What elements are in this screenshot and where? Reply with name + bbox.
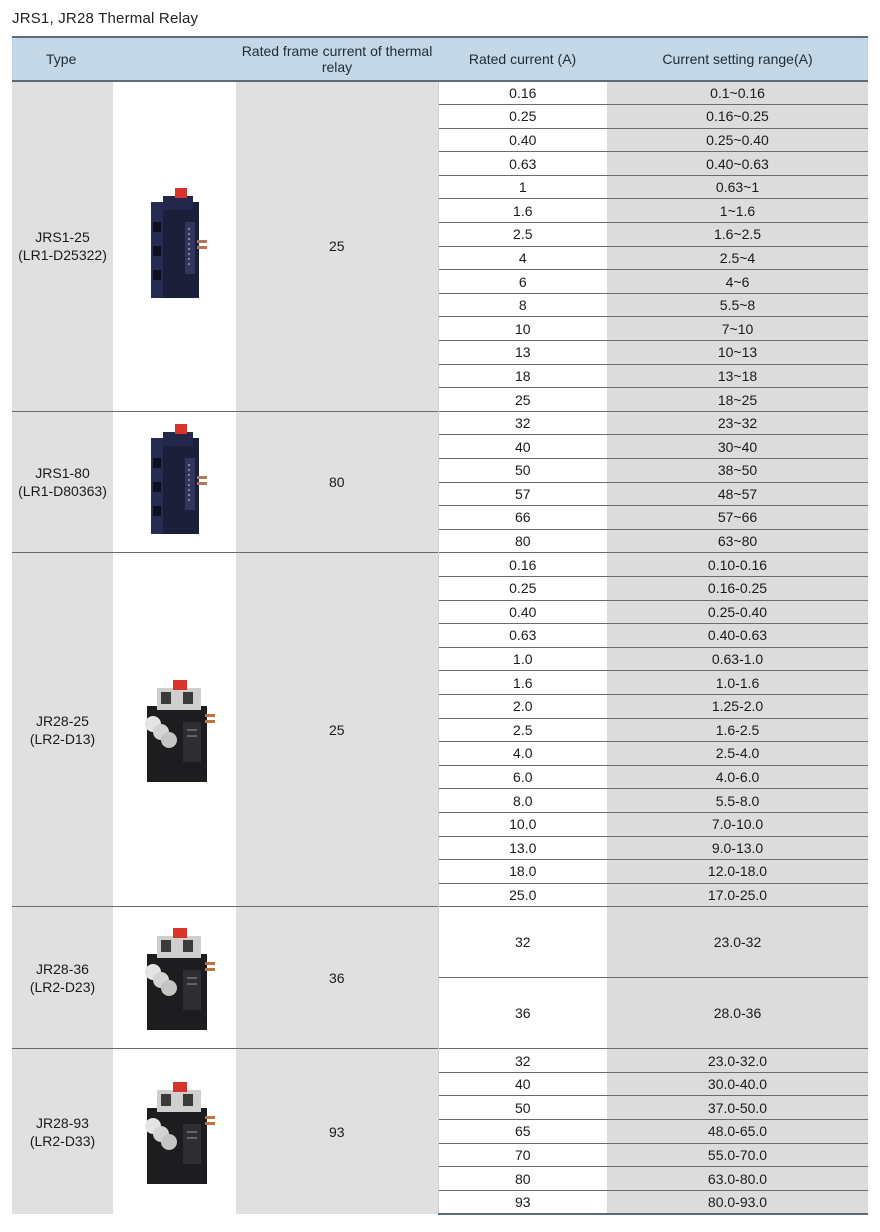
setting-range-cell: 30.0-40.0 — [607, 1072, 868, 1096]
header-setting-range: Current setting range(A) — [607, 37, 868, 81]
setting-range-cell: 7.0-10.0 — [607, 812, 868, 836]
setting-range-cell: 5.5~8 — [607, 293, 868, 317]
setting-range-cell: 12.0-18.0 — [607, 860, 868, 884]
header-rated-current: Rated current (A) — [438, 37, 607, 81]
setting-range-cell: 63~80 — [607, 529, 868, 553]
setting-range-cell: 10~13 — [607, 341, 868, 365]
rated-current-cell: 80 — [438, 1167, 607, 1191]
rated-current-cell: 1.6 — [438, 671, 607, 695]
setting-range-cell: 28.0-36 — [607, 978, 868, 1049]
setting-range-cell: 1.25-2.0 — [607, 694, 868, 718]
rated-current-cell: 10 — [438, 317, 607, 341]
setting-range-cell: 23.0-32 — [607, 907, 868, 978]
relay-model-name: JR28-93 — [36, 1114, 89, 1131]
header-frame-current: Rated frame current of thermal relay — [236, 37, 438, 81]
rated-current-cell: 1 — [438, 175, 607, 199]
rated-current-cell: 66 — [438, 506, 607, 530]
setting-range-cell: 57~66 — [607, 506, 868, 530]
setting-range-cell: 23~32 — [607, 411, 868, 435]
thermal-relay-jrs1-25-photo — [113, 81, 236, 411]
table-row — [12, 1049, 868, 1073]
rated-current-cell: 40 — [438, 435, 607, 459]
relay-type-cell — [12, 907, 113, 1049]
setting-range-cell: 0.40~0.63 — [607, 152, 868, 176]
setting-range-cell: 0.63~1 — [607, 175, 868, 199]
table-row — [12, 907, 868, 978]
rated-current-cell: 40 — [438, 1072, 607, 1096]
setting-range-cell: 1~1.6 — [607, 199, 868, 223]
table-body — [12, 81, 868, 1214]
rated-current-cell: 80 — [438, 529, 607, 553]
rated-current-cell: 1.6 — [438, 199, 607, 223]
rated-current-cell: 93 — [438, 1190, 607, 1214]
setting-range-cell: 4~6 — [607, 270, 868, 294]
rated-current-cell: 8.0 — [438, 789, 607, 813]
table-row — [12, 553, 868, 577]
rated-current-cell: 32 — [438, 907, 607, 978]
rated-current-cell: 2.5 — [438, 718, 607, 742]
setting-range-cell: 13~18 — [607, 364, 868, 388]
table-row — [12, 81, 868, 105]
relay-model-code: (LR2-D33) — [29, 1132, 96, 1149]
setting-range-cell: 9.0-13.0 — [607, 836, 868, 860]
rated-current-cell: 2.0 — [438, 694, 607, 718]
header-type: Type — [12, 37, 236, 81]
relay-type-cell — [12, 411, 113, 553]
frame-current-cell: 25 — [236, 553, 438, 907]
rated-current-cell: 0.25 — [438, 576, 607, 600]
frame-current-cell: 93 — [236, 1049, 438, 1214]
setting-range-cell: 23.0-32.0 — [607, 1049, 868, 1073]
setting-range-cell: 7~10 — [607, 317, 868, 341]
rated-current-cell: 0.16 — [438, 81, 607, 105]
rated-current-cell: 50 — [438, 459, 607, 483]
thermal-relay-jrs1-80-photo — [113, 411, 236, 553]
setting-range-cell: 80.0-93.0 — [607, 1190, 868, 1214]
rated-current-cell: 1.0 — [438, 647, 607, 671]
setting-range-cell: 0.10-0.16 — [607, 553, 868, 577]
relay-type-cell — [12, 81, 113, 411]
setting-range-cell: 1.6~2.5 — [607, 223, 868, 247]
setting-range-cell: 0.40-0.63 — [607, 624, 868, 648]
rated-current-cell: 10.0 — [438, 812, 607, 836]
setting-range-cell: 48~57 — [607, 482, 868, 506]
rated-current-cell: 6 — [438, 270, 607, 294]
rated-current-cell: 25.0 — [438, 883, 607, 907]
setting-range-cell: 18~25 — [607, 388, 868, 412]
relay-model-name: JRS1-25 — [35, 229, 90, 246]
rated-current-cell: 4.0 — [438, 742, 607, 766]
setting-range-cell: 0.63-1.0 — [607, 647, 868, 671]
setting-range-cell: 55.0-70.0 — [607, 1143, 868, 1167]
setting-range-cell: 0.25-0.40 — [607, 600, 868, 624]
frame-current-cell: 25 — [236, 81, 438, 411]
thermal-relay-jr28-36-photo — [113, 907, 236, 1049]
rated-current-cell: 6.0 — [438, 765, 607, 789]
rated-current-cell: 57 — [438, 482, 607, 506]
setting-range-cell: 5.5-8.0 — [607, 789, 868, 813]
frame-current-cell: 36 — [236, 907, 438, 1049]
relay-model-name: JR28-36 — [36, 960, 89, 977]
table-row — [12, 411, 868, 435]
setting-range-cell: 0.1~0.16 — [607, 81, 868, 105]
setting-range-cell: 2.5~4 — [607, 246, 868, 270]
rated-current-cell: 4 — [438, 246, 607, 270]
rated-current-cell: 32 — [438, 411, 607, 435]
rated-current-cell: 0.40 — [438, 600, 607, 624]
rated-current-cell: 8 — [438, 293, 607, 317]
rated-current-cell: 2.5 — [438, 223, 607, 247]
relay-model-name: JRS1-80 — [35, 465, 90, 482]
rated-current-cell: 65 — [438, 1120, 607, 1144]
setting-range-cell: 63.0-80.0 — [607, 1167, 868, 1191]
rated-current-cell: 36 — [438, 978, 607, 1049]
relay-model-code: (LR1-D25322) — [18, 247, 107, 264]
relay-type-cell — [12, 553, 113, 907]
rated-current-cell: 18 — [438, 364, 607, 388]
setting-range-cell: 0.16-0.25 — [607, 576, 868, 600]
rated-current-cell: 32 — [438, 1049, 607, 1073]
rated-current-cell: 25 — [438, 388, 607, 412]
relay-type-cell — [12, 1049, 113, 1214]
setting-range-cell: 30~40 — [607, 435, 868, 459]
rated-current-cell: 18.0 — [438, 860, 607, 884]
setting-range-cell: 1.0-1.6 — [607, 671, 868, 695]
setting-range-cell: 48.0-65.0 — [607, 1120, 868, 1144]
relay-model-code: (LR2-D13) — [29, 730, 96, 747]
page-title: JRS1, JR28 Thermal Relay — [12, 10, 199, 27]
frame-current-cell: 80 — [236, 411, 438, 553]
thermal-relay-jr28-25-photo — [113, 553, 236, 907]
setting-range-cell: 37.0-50.0 — [607, 1096, 868, 1120]
rated-current-cell: 70 — [438, 1143, 607, 1167]
relay-model-name: JR28-25 — [36, 712, 89, 729]
setting-range-cell: 17.0-25.0 — [607, 883, 868, 907]
rated-current-cell: 50 — [438, 1096, 607, 1120]
setting-range-cell: 4.0-6.0 — [607, 765, 868, 789]
rated-current-cell: 13 — [438, 341, 607, 365]
relay-model-code: (LR1-D80363) — [18, 483, 107, 500]
thermal-relay-jr28-93-photo — [113, 1049, 236, 1214]
rated-current-cell: 0.40 — [438, 128, 607, 152]
rated-current-cell: 0.63 — [438, 152, 607, 176]
setting-range-cell: 38~50 — [607, 459, 868, 483]
rated-current-cell: 0.63 — [438, 624, 607, 648]
rated-current-cell: 0.16 — [438, 553, 607, 577]
setting-range-cell: 0.25~0.40 — [607, 128, 868, 152]
thermal-relay-spec-table — [12, 36, 868, 1215]
table-header-row — [12, 37, 868, 81]
setting-range-cell: 0.16~0.25 — [607, 105, 868, 129]
relay-model-code: (LR2-D23) — [29, 978, 96, 995]
setting-range-cell: 1.6-2.5 — [607, 718, 868, 742]
setting-range-cell: 2.5-4.0 — [607, 742, 868, 766]
rated-current-cell: 0.25 — [438, 105, 607, 129]
rated-current-cell: 13.0 — [438, 836, 607, 860]
